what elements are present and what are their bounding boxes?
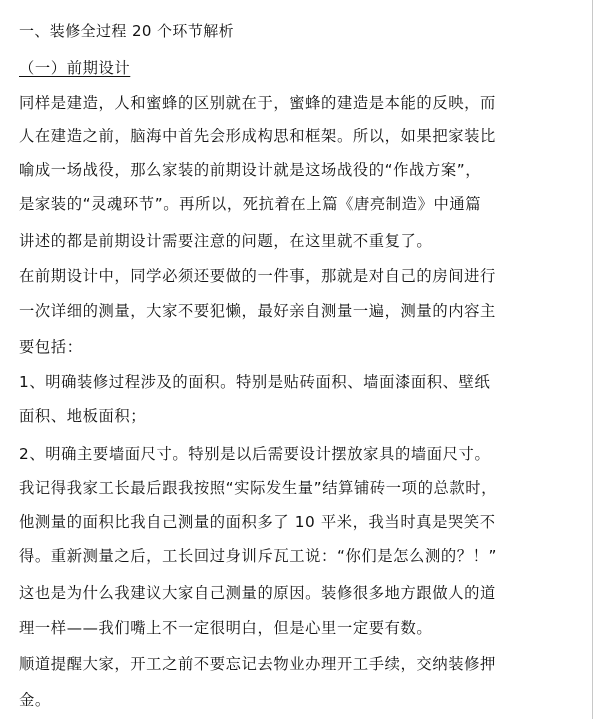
paragraph-line: 这也是为什么我建议大家自己测量的原因。装修很多地方跟做人的道 — [19, 584, 496, 602]
paragraph-line: 一次详细的测量，大家不要犯懒，最好亲自测量一遍，测量的内容主 — [19, 302, 496, 320]
paragraph-line: 1、明确装修过程涉及的面积。特别是贴砖面积、墙面漆面积、壁纸 — [19, 373, 491, 391]
paragraph-line: 金。 — [19, 691, 51, 709]
paragraph-line: 顺道提醒大家，开工之前不要忘记去物业办理开工手续，交纳装修押 — [19, 655, 496, 673]
paragraph-line: 我记得我家工长最后跟我按照“实际发生量”结算铺砖一项的总款时， — [19, 479, 498, 497]
paragraph-line: 得。重新测量之后，工长回过身训斥瓦工说：“你们是怎么测的？！” — [19, 547, 498, 565]
paragraph-line: 在前期设计中，同学必须还要做的一件事，那就是对自己的房间进行 — [19, 267, 496, 285]
paragraph-line: 是家装的“灵魂环节”。再所以，死抗着在上篇《唐亮制造》中通篇 — [19, 195, 482, 213]
paragraph-line: 讲述的都是前期设计需要注意的问题，在这里就不重复了。 — [19, 232, 433, 250]
paragraph-line: 喻成一场战役，那么家装的前期设计就是这场战役的“作战方案”， — [19, 161, 482, 179]
paragraph-line: 面积、地板面积； — [19, 407, 147, 425]
paragraph-line: 理一样——我们嘴上不一定很明白，但是心里一定要有数。 — [19, 619, 433, 637]
paragraph-line: 他测量的面积比我自己测量的面积多了 10 平米，我当时真是哭笑不 — [19, 513, 496, 531]
section-heading: 一、装修全过程 20 个环节解析 — [19, 22, 235, 40]
paragraph-line: 人在建造之前，脑海中首先会形成构思和框架。所以，如果把家装比 — [19, 127, 496, 145]
paragraph-line: 同样是建造，人和蜜蜂的区别就在于，蜜蜂的建造是本能的反映，而 — [19, 94, 496, 112]
paragraph-line: 要包括： — [19, 338, 83, 356]
paragraph-line: 2、明确主要墙面尺寸。特别是以后需要设计摆放家具的墙面尺寸。 — [19, 445, 491, 463]
subsection-heading: （一）前期设计 — [19, 59, 131, 77]
